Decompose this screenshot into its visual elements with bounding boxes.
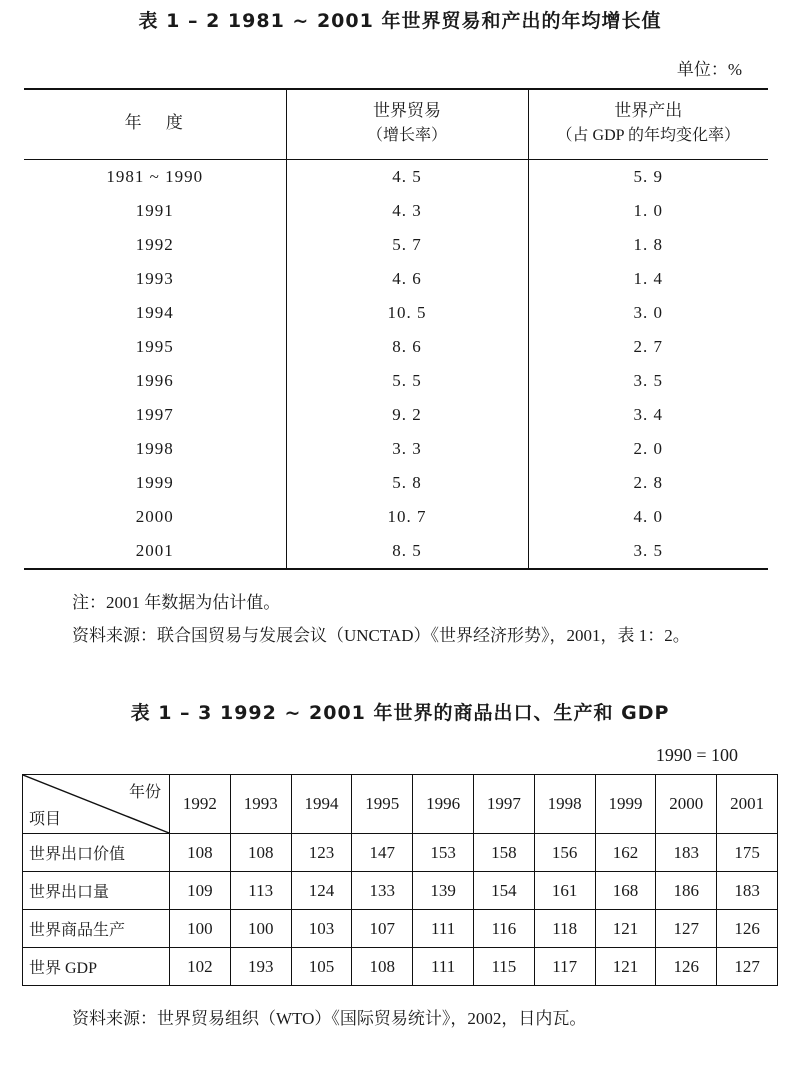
- cell-value: 121: [595, 948, 656, 986]
- table-row: [23, 872, 778, 910]
- cell-year: 1995: [135, 337, 174, 357]
- table-row: [24, 398, 768, 432]
- cell-value: 147: [352, 834, 413, 872]
- table-1-3-header-row: [23, 775, 778, 834]
- cell-output: 1. 8: [528, 228, 768, 262]
- cell-value: 115: [473, 948, 534, 986]
- cell-value: 108: [230, 834, 291, 872]
- cell-value: 123: [291, 834, 352, 872]
- header-year-1998: 1998: [534, 775, 595, 834]
- cell-year: 1991: [135, 201, 174, 221]
- cell-value: 100: [170, 910, 231, 948]
- cell-year: 1981 ~ 1990: [106, 167, 204, 187]
- table-1-3-title: 表 1 – 3 1992 ~ 2001 年世界的商品出口、生产和 GDP: [130, 702, 670, 725]
- cell-value: 109: [170, 872, 231, 910]
- cell-year: 2000: [135, 507, 174, 527]
- cell-value: 105: [291, 948, 352, 986]
- cell-trade: 8. 5: [286, 534, 528, 569]
- header-trade-line1: 世界贸易: [373, 101, 441, 120]
- table-1-2-header-trade: [286, 89, 528, 160]
- cell-year: 2001: [135, 541, 174, 561]
- corner-year-label: 年份: [128, 784, 161, 802]
- cell-output: 1. 4: [528, 262, 768, 296]
- cell-trade: 4. 3: [286, 194, 528, 228]
- row-label: 世界 GDP: [23, 948, 170, 986]
- cell-value: 183: [656, 834, 717, 872]
- table-1-2-header-output: [528, 89, 768, 160]
- table-row: [24, 432, 768, 466]
- document-page: [0, 4, 800, 1071]
- cell-value: 108: [352, 948, 413, 986]
- cell-value: 161: [534, 872, 595, 910]
- cell-value: 124: [291, 872, 352, 910]
- table-1-3: [22, 774, 778, 986]
- row-label: 世界出口价值: [23, 834, 170, 872]
- cell-output: 1. 0: [528, 194, 768, 228]
- cell-value: 127: [717, 948, 778, 986]
- header-year-2001: 2001: [717, 775, 778, 834]
- cell-value: 153: [413, 834, 474, 872]
- cell-output: 2. 8: [528, 466, 768, 500]
- cell-value: 116: [473, 910, 534, 948]
- cell-year: 1997: [135, 405, 174, 425]
- table-1-3-base-label: 1990 = 100: [655, 745, 738, 766]
- table-1-2-body: [24, 160, 768, 570]
- cell-output: 3. 5: [528, 364, 768, 398]
- cell-value: 121: [595, 910, 656, 948]
- cell-value: 107: [352, 910, 413, 948]
- table-row: [24, 466, 768, 500]
- cell-value: 102: [170, 948, 231, 986]
- cell-year: 1999: [135, 473, 174, 493]
- cell-output: 5. 9: [528, 160, 768, 195]
- cell-value: 133: [352, 872, 413, 910]
- header-year-1992: 1992: [170, 775, 231, 834]
- row-label: 世界商品生产: [23, 910, 170, 948]
- cell-output: 3. 4: [528, 398, 768, 432]
- cell-year: 1992: [135, 235, 174, 255]
- cell-value: 154: [473, 872, 534, 910]
- cell-trade: 5. 5: [286, 364, 528, 398]
- table-1-2-header-year: [24, 89, 286, 160]
- table-row: [24, 296, 768, 330]
- cell-value: 175: [717, 834, 778, 872]
- cell-output: 2. 0: [528, 432, 768, 466]
- table-1-2: [24, 88, 768, 570]
- cell-value: 139: [413, 872, 474, 910]
- table-row: [24, 194, 768, 228]
- cell-year: 1998: [135, 439, 174, 459]
- table-row: [24, 228, 768, 262]
- cell-value: 108: [170, 834, 231, 872]
- table-row: [24, 534, 768, 569]
- table-1-2-title: 表 1 – 2 1981 ~ 2001 年世界贸易和产出的年均增长值: [138, 10, 662, 32]
- header-output-line2: （占 GDP 的年均变化率）: [556, 127, 740, 145]
- header-output-line1: 世界产出: [614, 101, 683, 120]
- cell-value: 156: [534, 834, 595, 872]
- table-1-2-source: 资料来源：联合国贸易与发展会议（UNCTAD）《世界经济形势》，2001，表 1：2。: [72, 626, 690, 646]
- header-trade-line2: （增长率）: [366, 127, 447, 145]
- cell-value: 103: [291, 910, 352, 948]
- table-row: [23, 948, 778, 986]
- table-1-3-body: [23, 834, 778, 986]
- row-label: 世界出口量: [23, 872, 170, 910]
- cell-output: 2. 7: [528, 330, 768, 364]
- table-row: [24, 160, 768, 195]
- cell-value: 111: [413, 948, 474, 986]
- corner-item-label: 项目: [29, 811, 62, 829]
- cell-output: 3. 5: [528, 534, 768, 569]
- cell-trade: 5. 7: [286, 228, 528, 262]
- cell-output: 3. 0: [528, 296, 768, 330]
- table-row: [23, 834, 778, 872]
- cell-trade: 10. 5: [286, 296, 528, 330]
- header-year-1994: 1994: [291, 775, 352, 834]
- cell-trade: 8. 6: [286, 330, 528, 364]
- cell-trade: 4. 5: [286, 160, 528, 195]
- cell-value: 117: [534, 948, 595, 986]
- cell-trade: 5. 8: [286, 466, 528, 500]
- cell-output: 4. 0: [528, 500, 768, 534]
- cell-year: 1994: [135, 303, 174, 323]
- header-year-text: 年 度: [124, 113, 193, 133]
- cell-value: 113: [230, 872, 291, 910]
- header-year-1996: 1996: [413, 775, 474, 834]
- cell-trade: 3. 3: [286, 432, 528, 466]
- table-row: [24, 330, 768, 364]
- header-year-1997: 1997: [473, 775, 534, 834]
- cell-trade: 10. 7: [286, 500, 528, 534]
- cell-value: 183: [717, 872, 778, 910]
- table-1-2-unit-label: 单位：%: [676, 60, 742, 79]
- cell-value: 193: [230, 948, 291, 986]
- table-1-3-corner-cell: [23, 775, 170, 834]
- cell-year: 1996: [135, 371, 174, 391]
- table-row: [24, 262, 768, 296]
- cell-value: 168: [595, 872, 656, 910]
- header-year-1993: 1993: [230, 775, 291, 834]
- cell-value: 186: [656, 872, 717, 910]
- table-1-2-note: 注：2001 年数据为估计值。: [72, 593, 281, 613]
- cell-year: 1993: [135, 269, 174, 289]
- cell-value: 158: [473, 834, 534, 872]
- table-1-2-header-row: [24, 89, 768, 160]
- cell-value: 127: [656, 910, 717, 948]
- header-year-1995: 1995: [352, 775, 413, 834]
- table-row: [23, 910, 778, 948]
- table-1-2-notes: [72, 586, 800, 652]
- cell-value: 162: [595, 834, 656, 872]
- cell-value: 126: [656, 948, 717, 986]
- cell-value: 111: [413, 910, 474, 948]
- header-year-1999: 1999: [595, 775, 656, 834]
- cell-value: 100: [230, 910, 291, 948]
- cell-trade: 9. 2: [286, 398, 528, 432]
- cell-value: 118: [534, 910, 595, 948]
- table-1-3-source: 资料来源：世界贸易组织（WTO）《国际贸易统计》，2002，日内瓦。: [72, 1009, 587, 1029]
- header-year-2000: 2000: [656, 775, 717, 834]
- cell-trade: 4. 6: [286, 262, 528, 296]
- table-row: [24, 500, 768, 534]
- table-row: [24, 364, 768, 398]
- cell-value: 126: [717, 910, 778, 948]
